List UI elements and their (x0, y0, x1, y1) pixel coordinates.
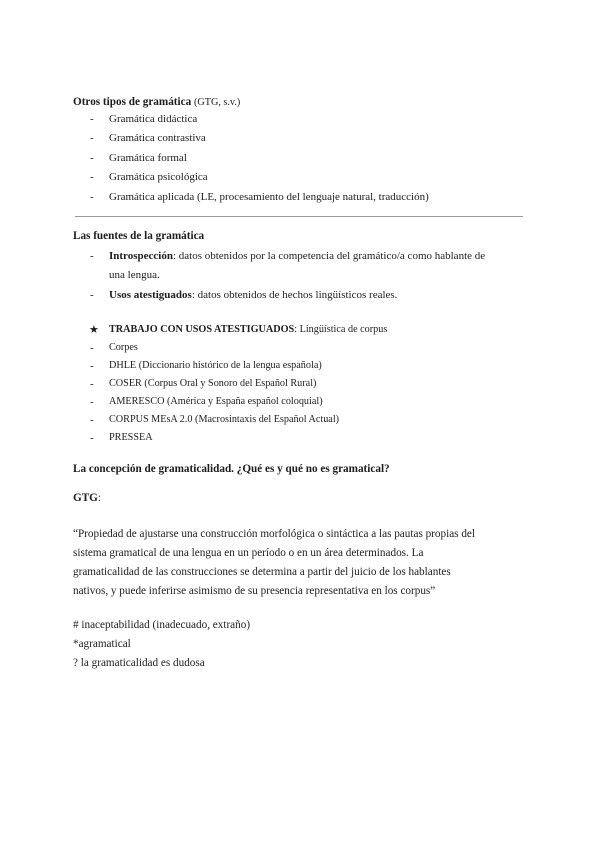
list-item-attested-uses (109, 288, 397, 302)
section-heading-other-grammars (73, 95, 240, 110)
gtg-label-text: GTG (73, 492, 98, 504)
corpus-item: AMERESCO (América y España español coloquial) (109, 396, 323, 407)
heading-text: La concepción de gramaticalidad. ¿Qué es y qué no es gramatical? (73, 463, 390, 475)
heading-text: Las fuentes de la gramática (73, 230, 205, 242)
list-item: Gramática didáctica (109, 113, 198, 125)
list-dash: - (90, 396, 94, 408)
corpus-item: DHLE (Diccionario histórico de la lengua española) (109, 360, 322, 371)
list-dash: - (90, 171, 94, 183)
list-item: Gramática contrastiva (109, 132, 206, 144)
term: Usos atestiguados (109, 289, 192, 301)
list-dash: - (90, 414, 94, 426)
list-dash: - (90, 191, 94, 203)
term: Introspección (109, 250, 173, 262)
mark-legend-item: ? la gramaticalidad es dudosa (73, 657, 205, 669)
quote-line: sistema gramatical de una lengua en un período o en un área determinados. La (73, 547, 424, 559)
quote-line: “Propiedad de ajustarse una construcción morfológica o sintáctica a las pautas propias del (73, 528, 475, 540)
mark-legend-item: *agramatical (73, 638, 131, 650)
heading-text: Otros tipos de gramática (73, 96, 192, 108)
list-item-continuation: una lengua. (109, 269, 160, 281)
definition: : datos obtenidos de hechos lingüísticos reales. (191, 289, 398, 301)
corpus-title: TRABAJO CON USOS ATESTIGUADOS (109, 324, 295, 335)
list-dash: - (90, 152, 94, 164)
list-item-introspection (109, 249, 485, 263)
definition: : datos obtenidos por la competencia del gramático/a como hablante de (172, 250, 486, 262)
list-item: Gramática psicológica (109, 171, 208, 183)
corpus-item: COSER (Corpus Oral y Sonoro del Español Rural) (109, 378, 317, 389)
list-dash: - (90, 342, 94, 354)
list-dash: - (90, 113, 94, 125)
corpus-item: CORPUS MEsA 2.0 (Macrosintaxis del Español Actual) (109, 414, 340, 425)
quote-line: nativos, y puede inferirse asimismo de su presencia representativa en los corpus” (73, 585, 436, 597)
list-dash: - (90, 250, 94, 262)
mark-legend-item: # inaceptabilidad (inadecuado, extraño) (73, 619, 251, 631)
quote-line: gramaticalidad de las construcciones se determina a partir del juicio de los hablantes (73, 566, 451, 578)
list-dash: - (90, 378, 94, 390)
gtg-colon: : (97, 492, 101, 504)
list-item: Gramática formal (109, 152, 187, 164)
list-dash: - (90, 432, 94, 444)
corpus-subtitle: : Lingüística de corpus (294, 324, 388, 335)
list-dash: - (90, 132, 94, 144)
corpus-item: PRESSEA (109, 432, 153, 443)
list-item: Gramática aplicada (LE, procesamiento del lenguaje natural, traducción) (109, 191, 429, 203)
horizontal-divider (75, 216, 523, 217)
list-dash: - (90, 289, 94, 301)
heading-source: (GTG, s.v.) (193, 97, 241, 108)
gtg-label (73, 491, 101, 505)
corpus-heading (109, 323, 387, 337)
section-heading-sources (73, 229, 204, 243)
corpus-item: Corpes (109, 342, 138, 353)
list-dash: - (90, 360, 94, 372)
section-heading-grammaticality (73, 462, 390, 476)
star-icon: ★ (89, 324, 99, 336)
